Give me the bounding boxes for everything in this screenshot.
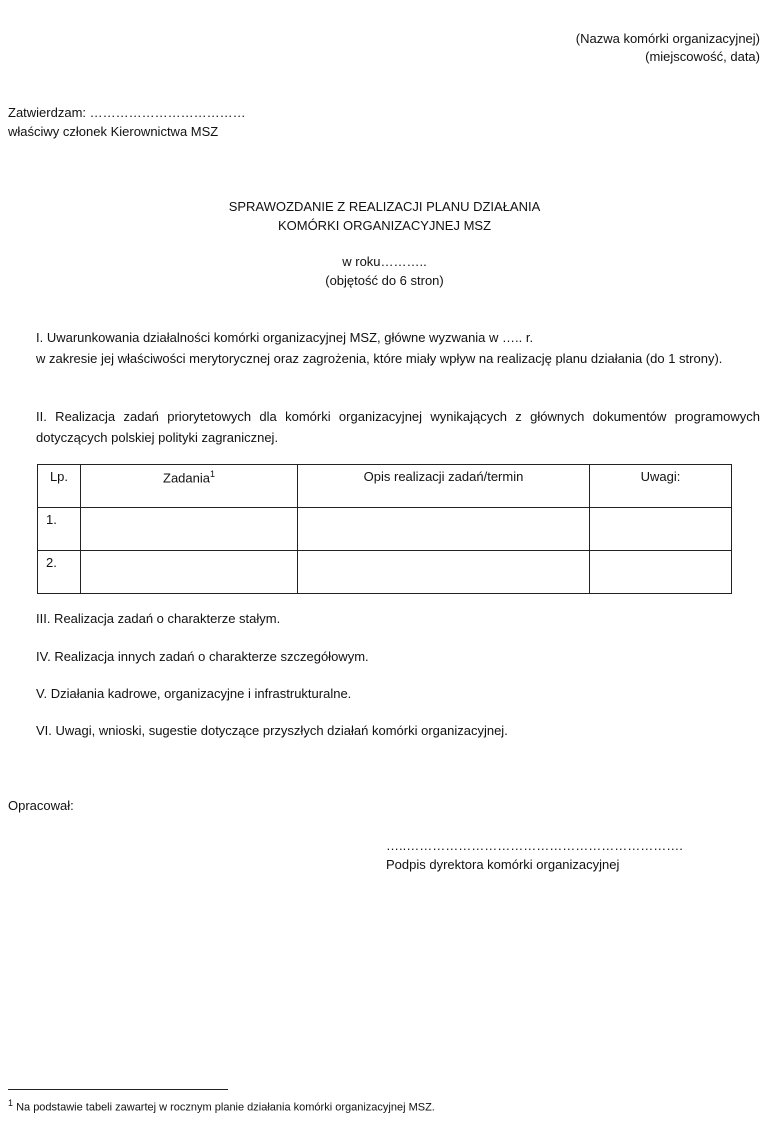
place-date-placeholder: (miejscowość, data) (645, 49, 760, 64)
year-line: w roku……….. (342, 254, 427, 269)
approval-block (8, 103, 246, 141)
title-line-1: SPRAWOZDANIE Z REALIZACJI PLANU DZIAŁANIA (228, 199, 541, 214)
section-3: III. Realizacja zadań o charakterze stałym. (36, 611, 281, 626)
footnote-divider (8, 1089, 228, 1090)
approve-line: Zatwierdzam: ……………………………… (8, 105, 246, 120)
footnote-text: Na podstawie tabeli zawartej w rocznym planie działania komórki organizacyjnej MSZ. (13, 1101, 435, 1114)
footnote-mark: 1 (8, 1098, 14, 1108)
length-note: (objętość do 6 stron) (325, 273, 444, 288)
section-1-line-1: I. Uwarunkowania działalności komórki organizacyjnej MSZ, główne wyzwania w ….. r. (36, 330, 534, 345)
cell-uwagi[interactable] (590, 551, 732, 594)
section-1-line-2: w zakresie jej właściwości merytorycznej oraz zagrożenia, które miały wpływ na realizację planu działania (do 1 strony). (36, 351, 723, 366)
cell-opis[interactable] (298, 508, 590, 551)
table-row (38, 551, 732, 594)
signature-dots: …..………………………………………………………. (386, 838, 683, 853)
header-uwagi: Uwagi: (590, 465, 732, 508)
header-lp: Lp. (38, 465, 81, 508)
cell-lp: 2. (38, 551, 81, 594)
cell-opis[interactable] (298, 551, 590, 594)
footnote (8, 1098, 435, 1114)
header-opis: Opis realizacji zadań/termin (298, 465, 590, 508)
cell-zadania[interactable] (81, 508, 298, 551)
section-6: VI. Uwagi, wnioski, sugestie dotyczące przyszłych działań komórki organizacyjnej. (36, 723, 508, 738)
section-5: V. Działania kadrowe, organizacyjne i infrastrukturalne. (36, 686, 352, 701)
prepared-by-label: Opracował: (8, 798, 74, 813)
title-line-2: KOMÓRKI ORGANIZACYJNEJ MSZ (277, 218, 492, 233)
cell-lp: 1. (38, 508, 81, 551)
cell-uwagi[interactable] (590, 508, 732, 551)
approver-role: właściwy członek Kierownictwa MSZ (8, 124, 219, 139)
section-2: II. Realizacja zadań priorytetowych dla komórki organizacyjnej wynikających z głównych dokumentów programowych dotyczących polskiej polityki zagranicznej. (36, 409, 760, 445)
signature-caption: Podpis dyrektora komórki organizacyjnej (386, 857, 620, 872)
table-row (38, 508, 732, 551)
footnote-ref: 1 (209, 469, 215, 479)
header-zadania: Zadania$^1$ (81, 465, 298, 508)
header-block (576, 30, 760, 66)
table-header-row (38, 465, 732, 508)
report-title (0, 197, 769, 290)
unit-name-placeholder: (Nazwa komórki organizacyjnej) (575, 31, 760, 46)
signature-block (386, 836, 683, 874)
section-1 (36, 327, 760, 369)
cell-zadania[interactable] (81, 551, 298, 594)
section-4: IV. Realizacja innych zadań o charakterze szczegółowym. (36, 649, 369, 664)
tasks-table (37, 464, 732, 594)
